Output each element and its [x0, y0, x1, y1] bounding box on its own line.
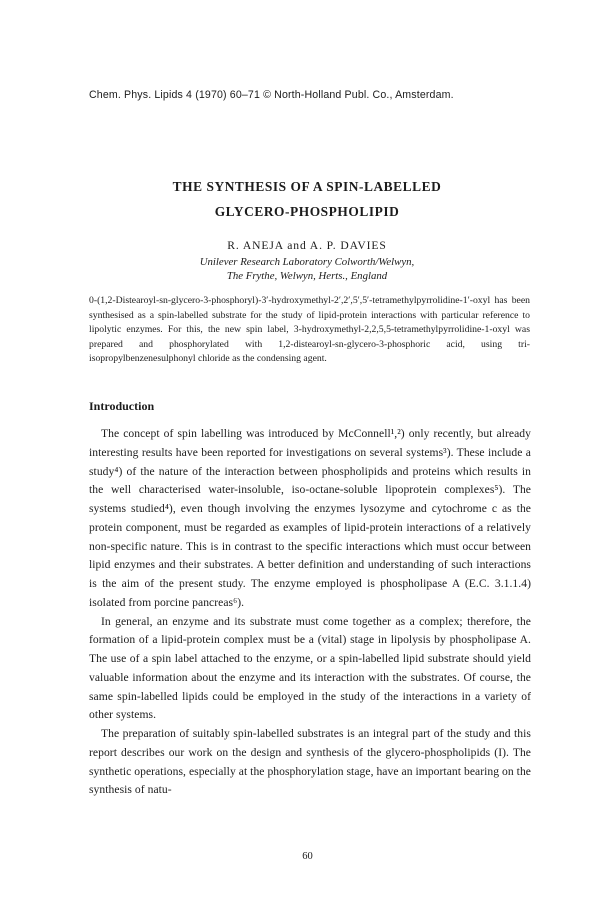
paragraph-2: In general, an enzyme and its substrate must come together as a complex; therefore, the formation of a lipid-protein complex must be a (vital) stage in lipolysis by phospholipase A. The use of a spin label attached to the enzyme, or a spin-labelled lipid substrate should yield valuable information about the enzyme and its interaction with the substrates. Of course, the same spin-labelled lipids could be employed in the study of the interactions in a variety of other systems. [89, 614, 531, 722]
affiliation-line-2: The Frythe, Welwyn, Herts., England [226, 270, 388, 282]
paper-title-line-1: THE SYNTHESIS OF A SPIN-LABELLED [172, 179, 442, 194]
abstract: 0-(1,2-Distearoyl-sn-glycero-3-phosphoryl)-3′-hydroxymethyl-2′,2′,5′,5′-tetramethylpyrrolidine-1′-oxyl has been synthesised as a spin-labelled substrate for the study of lipid-protein interactions with particular reference to lipolytic enzymes. For this, the new spin label, 3-hydroxymethyl-2,2,5,5-tetramethylpyrrolidine-1-oxyl was prepared and phosphorylated with 1,2-distearoyl-sn-glycero-3-phosphoric acid, using tri-isopropylbenzenesulphonyl chloride as the condensing agent. [89, 295, 530, 365]
affiliation-line-1: Unilever Research Laboratory Colworth/Welwyn, [199, 256, 415, 268]
paragraph-1: The concept of spin labelling was introduced by McConnell¹,²) only recently, but already interesting results have been reported for investigations on several systems³). These include a study⁴) of the nature of the interaction between phospholipids and proteins which results in the well characterised water-insoluble, iso-octane-soluble lipoprotein complexes⁵). The systems studied⁴), even though involving the enzymes lysozyme and cytochrome c as the protein component, must be regarded as examples of lipid-protein interactions of a relatively non-specific nature. This is in contrast to the specific interactions which must occur between lipid enzymes and their substrates. A better definition and understanding of such interactions is the aim of the present study. The enzyme employed is phospholipase A (E.C. 3.1.1.4) isolated from porcine pancreas⁶). [89, 427, 531, 609]
body-text [89, 425, 531, 800]
authors: R. ANEJA and A. P. DAVIES [227, 239, 387, 252]
section-heading: Introduction [89, 399, 155, 413]
paragraph-3: The preparation of suitably spin-labelled substrates is an integral part of the study and this report describes our work on the design and synthesis of the glycero-phospholipids (I). The synthetic operations, especially at the phosphorylation stage, have an important bearing on the synthesis of natu- [89, 727, 531, 797]
paper-title-line-2: GLYCERO-PHOSPHOLIPID [214, 204, 400, 219]
page-number: 60 [302, 851, 313, 862]
journal-citation: Chem. Phys. Lipids 4 (1970) 60–71 © North-Holland Publ. Co., Amsterdam. [89, 89, 454, 101]
